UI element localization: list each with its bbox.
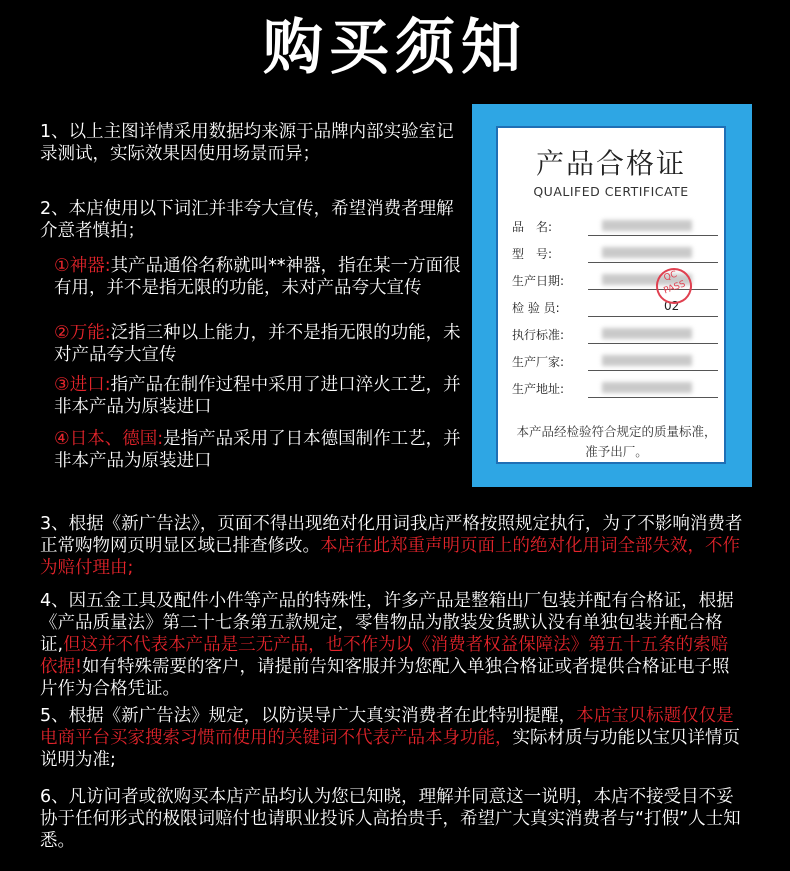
notice-5-tail: 实际材质与功能以宝贝详情页说明为准; — [40, 728, 740, 770]
certificate-title: 产品合格证 — [535, 147, 686, 180]
notice-1: 1、以上主图详情采用数据均来源于品牌内部实验室记录测试，实际效果因使用场景而异； — [40, 122, 454, 164]
term-number: ② — [54, 323, 70, 343]
notice-3-text: 3、根据《新广告法》，页面不得出现绝对化用词我店严格按照规定执行，为了不影响消费者正常购物网页明显区域已排查修改。 — [40, 514, 743, 556]
certificate-subtitle: QUALIFED CERTIFICATE — [533, 184, 689, 199]
cert-row-date: 生产日期: — [512, 270, 722, 290]
notice-3-warning: 本店在此郑重声明页面上的绝对化用词全部失效，不作为赔付理由; — [40, 536, 740, 578]
term-wanneng — [54, 322, 464, 366]
term-word: 日本、德国: — [69, 429, 164, 449]
term-jinkou — [54, 374, 464, 418]
cert-row-address: 生产地址: — [512, 378, 722, 398]
notice-4 — [40, 590, 745, 700]
notice-5-warning: 本店宝贝标题仅仅是电商平台买家搜索习惯而使用的关键词不代表产品本身功能， — [40, 706, 734, 748]
certificate-image — [472, 104, 752, 487]
notice-4-warning: 但这并不代表本产品是三无产品，也不作为以《消费者权益保障法》第五十五条的索赔依据! — [40, 635, 729, 677]
cert-row-standard: 执行标准: — [512, 324, 722, 344]
notice-5-text: 5、根据《新广告法》规定，以防误导广大真实消费者在此特别提醒， — [40, 706, 577, 726]
notice-5 — [40, 705, 745, 771]
term-desc: 泛指三种以上能力，并不是指无限的功能，未对产品夸大宣传 — [54, 323, 461, 365]
term-number: ① — [54, 256, 70, 276]
term-number: ④ — [54, 429, 70, 449]
term-desc: 指产品在制作过程中采用了进口淬火工艺，并非本产品为原装进口 — [54, 375, 461, 417]
certificate-card — [496, 126, 726, 464]
notice-4-text: 4、因五金工具及配件小件等产品的特殊性，许多产品是整箱出厂包装并配有合格证，根据《产品质量法》第二十七条第五款规定，零售物品为散装发货默认没有单独包装并配合格证, — [40, 591, 734, 655]
cert-row-inspector: 检 验 员: 02 — [512, 297, 722, 317]
term-desc: 是指产品采用了日本德国制作工艺，并非本产品为原装进口 — [54, 429, 461, 471]
notice-2: 2、本店使用以下词汇并非夸大宣传，希望消费者理解介意者慎拍； — [40, 199, 454, 241]
page-title: 购买须知 — [263, 13, 527, 83]
term-word: 万能: — [69, 323, 111, 343]
certificate-note: 本产品经检验符合规定的质量标准，准予出厂。 — [516, 424, 717, 459]
notice-3 — [40, 513, 745, 579]
term-number: ③ — [54, 375, 70, 395]
qc-pass-stamp: QC PASS — [651, 263, 697, 309]
notice-6: 6、凡访问者或欲购买本店产品均认为您已知晓，理解并同意这一说明，本店不接受目不妥协于任何形式的极限词赔付也请职业投诉人高抬贵手，希望广大真实消费者与“打假”人士知悉。 — [40, 787, 741, 851]
term-japan-germany — [54, 428, 464, 472]
notice-4-tail: 如有特殊需要的客户，请提前告知客服并为您配入单独合格证或者提供合格证电子照片作为合格凭证。 — [40, 657, 730, 699]
cert-row-model: 型 号: — [512, 243, 722, 263]
cert-row-factory: 生产厂家: — [512, 351, 722, 371]
term-desc: 其产品通俗名称就叫**神器，指在某一方面很有用，并不是指无限的功能，未对产品夸大宣传 — [54, 256, 461, 298]
term-word: 进口: — [69, 375, 111, 395]
term-word: 神器: — [69, 256, 111, 276]
term-shenqi — [54, 255, 464, 299]
cert-row-name: 品 名: — [512, 216, 722, 236]
